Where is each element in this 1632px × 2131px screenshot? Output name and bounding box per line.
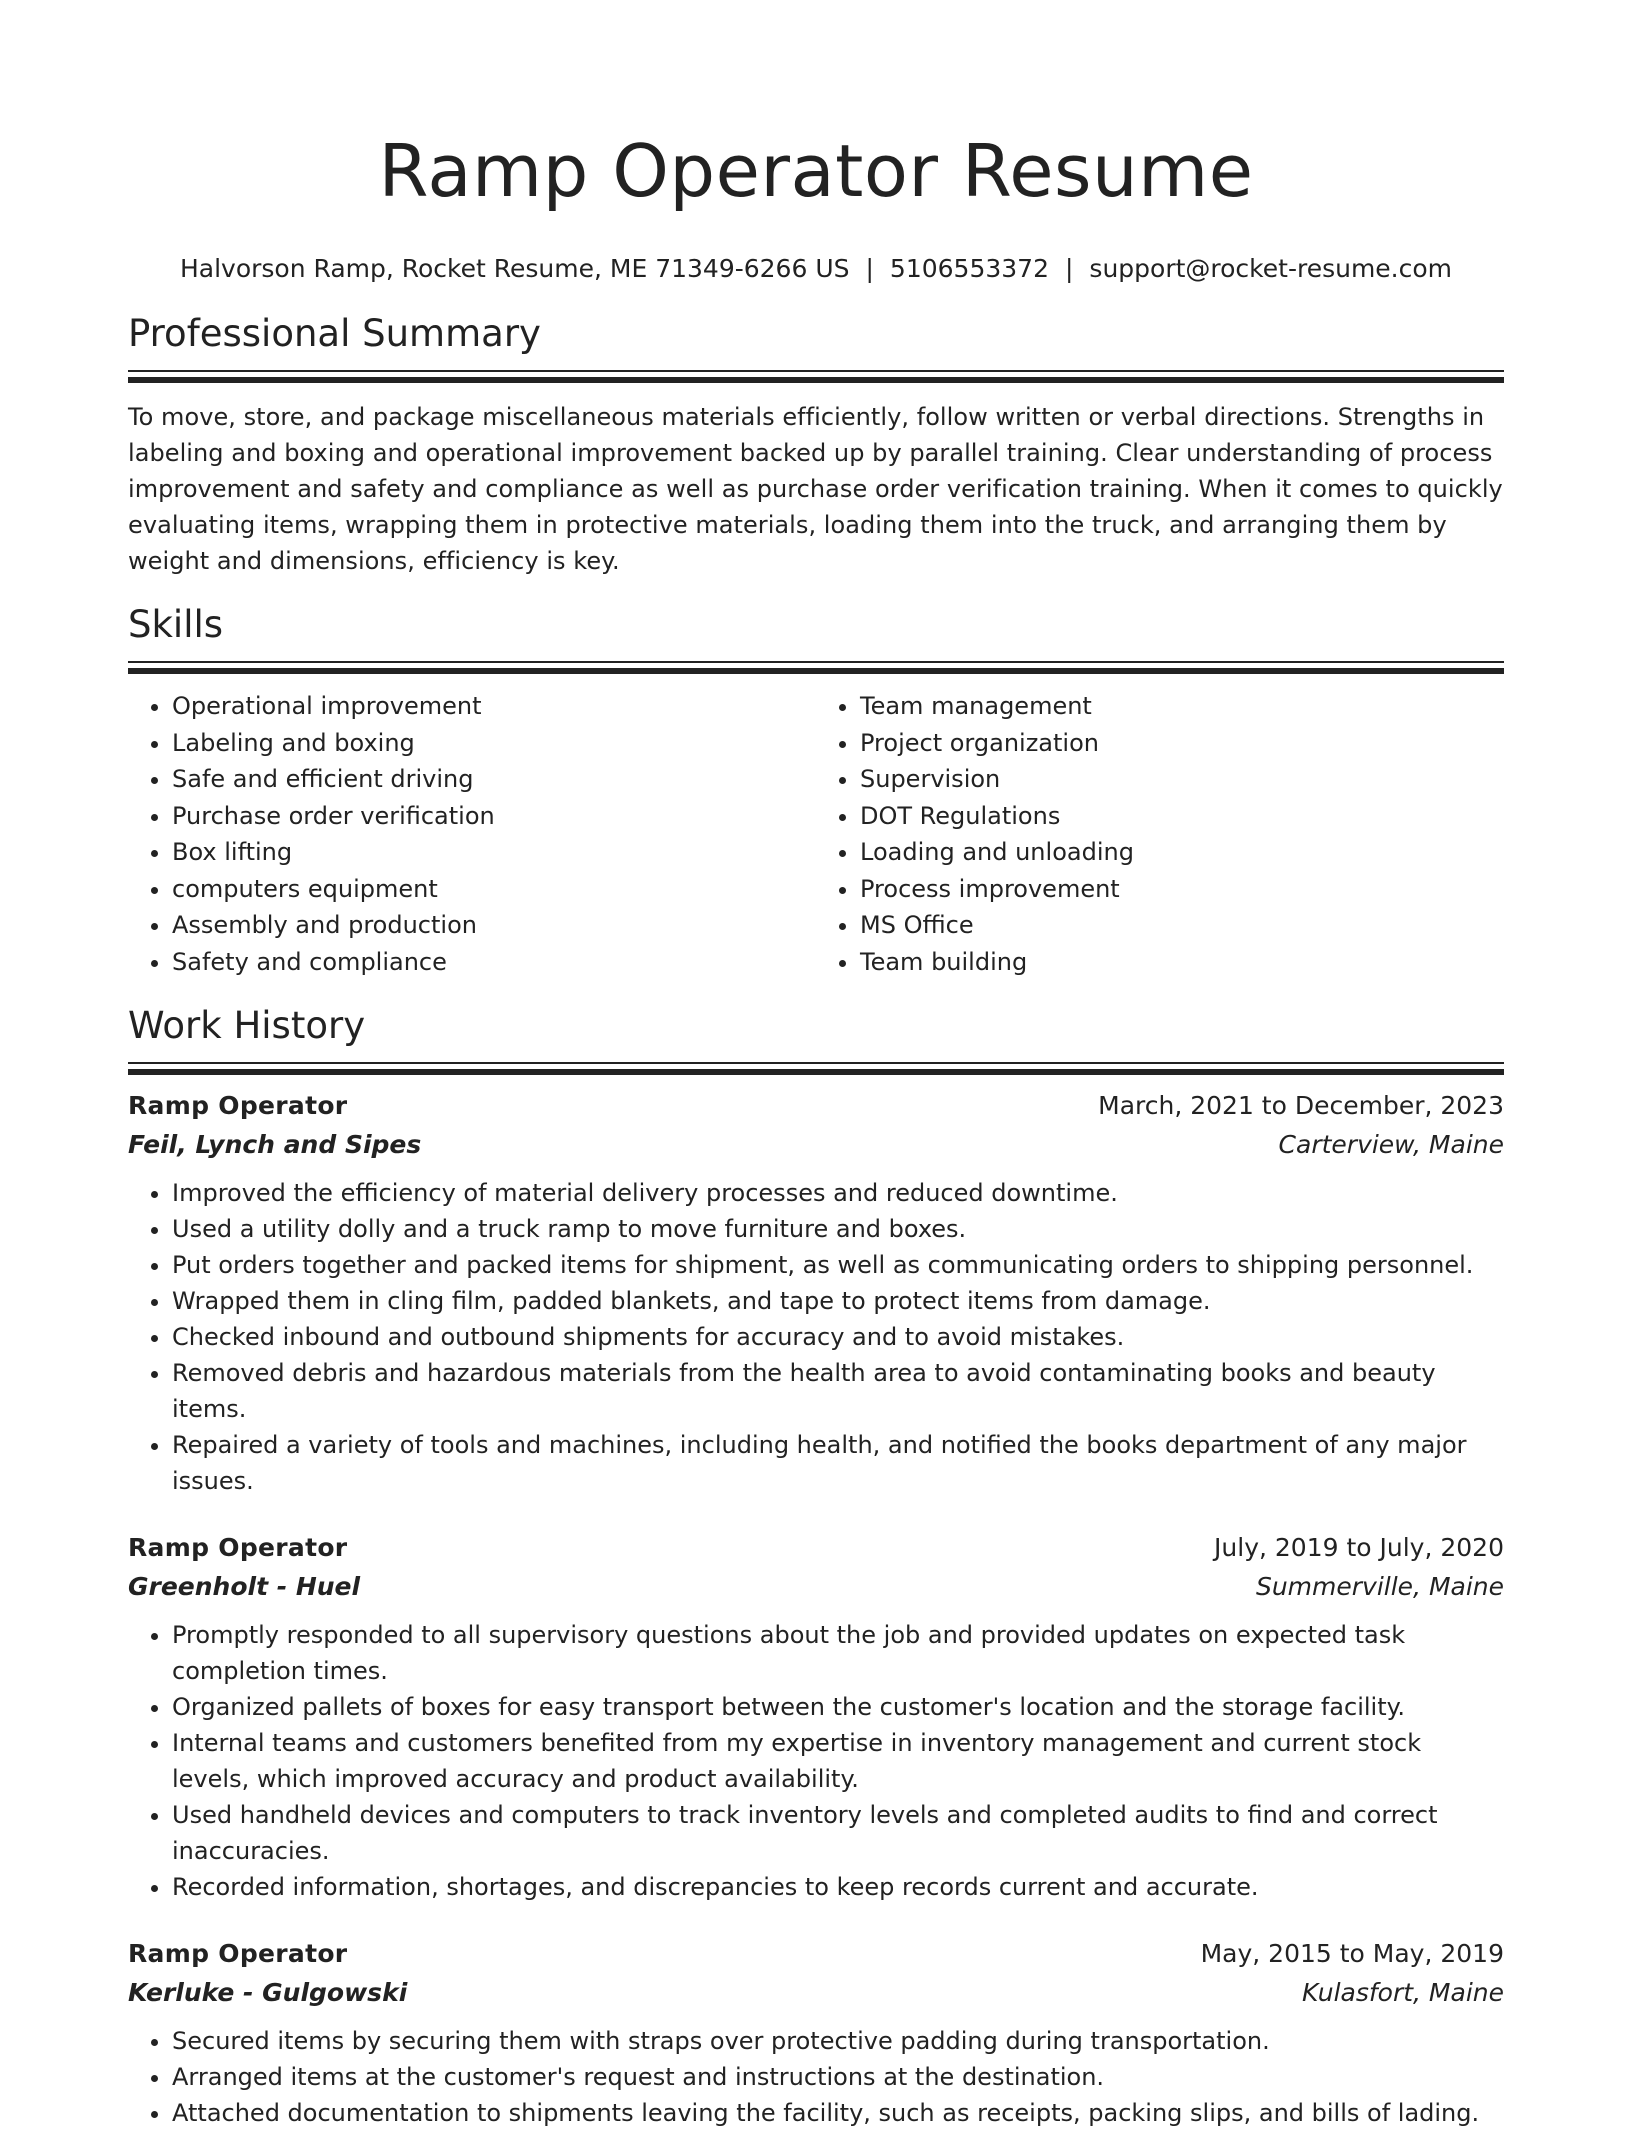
job-header xyxy=(128,1087,1504,1125)
job-bullet: • Organized pallets of boxes for easy transport between the customer's location and the storage facility. xyxy=(172,1689,1504,1725)
section-divider xyxy=(128,370,1504,383)
skills-list-left xyxy=(128,688,816,980)
job-dates: July, 2019 to July, 2020 xyxy=(1214,1533,1504,1562)
job-bullet: • Internal teams and customers benefited from my expertise in inventory management and current stock levels, which improved accuracy and product availability. xyxy=(172,1725,1504,1797)
job-bullets xyxy=(128,2023,1504,2131)
skill-item: • Safe and efficient driving xyxy=(172,761,816,798)
contact-line xyxy=(128,252,1504,286)
skill-item: • Operational improvement xyxy=(172,688,816,725)
job-dates: March, 2021 to December, 2023 xyxy=(1098,1091,1504,1120)
job-bullet: • Arranged items at the customer's request and instructions at the destination. xyxy=(172,2059,1504,2095)
job-company: Greenholt - Huel xyxy=(128,1572,361,1601)
job-bullet: • Removed debris and hazardous materials from the health area to avoid contaminating books and beauty items. xyxy=(172,1355,1504,1427)
skill-item: • Safety and compliance xyxy=(172,944,816,981)
job-bullet: • Checked inbound and outbound shipments for accuracy and to avoid mistakes. xyxy=(172,1319,1504,1355)
resume-title: Ramp Operator Resume xyxy=(378,129,1254,213)
contact-address: Halvorson Ramp, Rocket Resume, ME 71349-6266 US xyxy=(179,254,850,283)
job-bullet: • Promptly responded to all supervisory questions about the job and provided updates on expected task completion times. xyxy=(172,1617,1504,1689)
job-bullet: • Secured items by securing them with straps over protective padding during transportation. xyxy=(172,2023,1504,2059)
work-history-section xyxy=(128,1002,1504,2131)
summary-section xyxy=(128,310,1504,579)
job-subheader xyxy=(128,1973,1504,2013)
job-company: Kerluke - Gulgowski xyxy=(128,1978,408,2007)
skill-item: • Team building xyxy=(860,944,1504,981)
job-bullet: • Used a utility dolly and a truck ramp to move furniture and boxes. xyxy=(172,1211,1504,1247)
job-subheader xyxy=(128,1567,1504,1607)
job-company: Feil, Lynch and Sipes xyxy=(128,1130,422,1159)
section-divider xyxy=(128,1062,1504,1075)
job-bullet: • Repaired a variety of tools and machines, including health, and notified the books department of any major issues. xyxy=(172,1427,1504,1499)
summary-text: To move, store, and package miscellaneous materials efficiently, follow written or verbal directions. Strengths in labeling and boxing and operational improvement backed up by parallel training. Clear understanding of process improvement and safety and compliance as well as purchase order verification training. When it comes to quickly evaluating items, wrapping them in protective materials, loading them into the truck, and arranging them by weight and dimensions, efficiency is key. xyxy=(128,403,1503,575)
job-title: Ramp Operator xyxy=(128,1939,348,1968)
skill-item: • Purchase order verification xyxy=(172,798,816,835)
skills-columns xyxy=(128,688,1504,980)
job-bullet: • Used handheld devices and computers to track inventory levels and completed audits to find and correct inaccuracies. xyxy=(172,1797,1504,1869)
job-location: Carterview, Maine xyxy=(1278,1130,1504,1159)
job-location: Summerville, Maine xyxy=(1255,1572,1504,1601)
job-entry xyxy=(128,1087,1504,1499)
job-header xyxy=(128,1935,1504,1973)
section-heading-skills: Skills xyxy=(128,603,224,646)
skill-item: • Assembly and production xyxy=(172,907,816,944)
contact-phone: 5106553372 xyxy=(889,254,1049,283)
job-bullet: • Put orders together and packed items for shipment, as well as communicating orders to shipping personnel. xyxy=(172,1247,1504,1283)
job-location: Kulasfort, Maine xyxy=(1302,1978,1504,2007)
job-bullet: • Recorded information, shortages, and discrepancies to keep records current and accurate. xyxy=(172,1869,1504,1905)
job-entry xyxy=(128,1529,1504,1905)
section-divider xyxy=(128,661,1504,674)
skill-item: • computers equipment xyxy=(172,871,816,908)
job-bullets xyxy=(128,1175,1504,1499)
job-bullet: • Wrapped them in cling film, padded blankets, and tape to protect items from damage. xyxy=(172,1283,1504,1319)
skill-item: • Supervision xyxy=(860,761,1504,798)
skill-item: • DOT Regulations xyxy=(860,798,1504,835)
skill-item: • Team management xyxy=(860,688,1504,725)
job-header xyxy=(128,1529,1504,1567)
contact-email[interactable]: support@rocket-resume.com xyxy=(1089,254,1453,283)
job-entry xyxy=(128,1935,1504,2131)
job-title: Ramp Operator xyxy=(128,1091,348,1120)
skill-item: • Box lifting xyxy=(172,834,816,871)
skills-list-right xyxy=(816,688,1504,980)
contact-separator: | xyxy=(1064,254,1074,283)
job-dates: May, 2015 to May, 2019 xyxy=(1200,1939,1504,1968)
skill-item: • Loading and unloading xyxy=(860,834,1504,871)
job-title: Ramp Operator xyxy=(128,1533,348,1562)
job-bullet: • Attached documentation to shipments leaving the facility, such as receipts, packing slips, and bills of lading. xyxy=(172,2095,1504,2131)
skill-item: • Project organization xyxy=(860,725,1504,762)
section-heading-summary: Professional Summary xyxy=(128,312,541,355)
contact-separator: | xyxy=(865,254,874,283)
job-subheader xyxy=(128,1125,1504,1165)
skill-item: • MS Office xyxy=(860,907,1504,944)
skill-item: • Process improvement xyxy=(860,871,1504,908)
skills-section xyxy=(128,601,1504,980)
job-bullets xyxy=(128,1617,1504,1905)
section-heading-work-history: Work History xyxy=(128,1004,366,1047)
skill-item: • Labeling and boxing xyxy=(172,725,816,762)
job-bullet: • Improved the efficiency of material delivery processes and reduced downtime. xyxy=(172,1175,1504,1211)
